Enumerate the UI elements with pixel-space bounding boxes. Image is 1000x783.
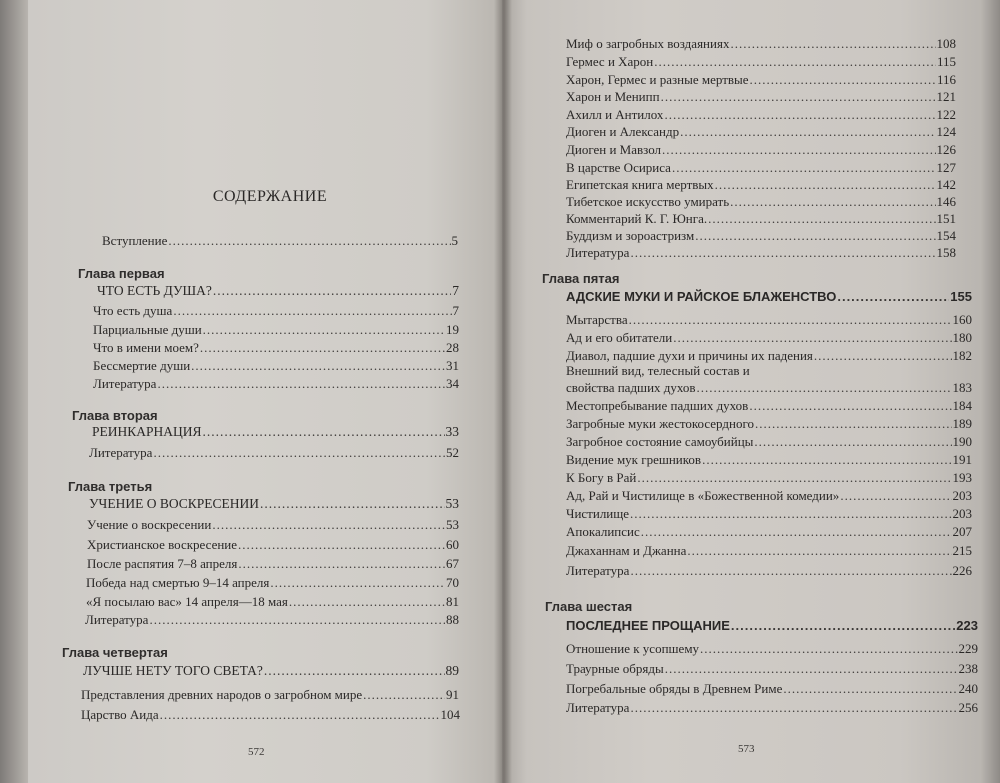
dot-leader [783,681,957,696]
toc-entry-page: 88 [446,612,459,627]
toc-entry-page: 60 [446,537,459,552]
toc-entry-page: 191 [952,452,972,467]
dot-leader [715,177,936,192]
toc-entry-text: Отношение к усопшему [566,641,700,656]
toc-entry-page: 122 [936,107,956,122]
page-number: 573 [738,743,755,755]
dot-leader [630,563,951,578]
toc-entry-page: 183 [952,380,972,395]
dot-leader [238,537,445,552]
dot-leader [203,424,445,439]
toc-entry-text: Ад, Рай и Чистилище в «Божественной комедии» [566,488,840,503]
dot-leader [173,303,451,318]
toc-entry [81,687,459,702]
toc-entry [566,228,956,243]
toc-entry [86,594,459,609]
toc-entry-text: Мытарства [566,312,628,327]
toc-entry-text: ЛУЧШЕ НЕТУ ТОГО СВЕТА? [83,663,263,678]
toc-entry-page: 193 [952,470,972,485]
toc-entry-page: 182 [952,348,972,363]
toc-entry [566,488,972,503]
dot-leader [654,54,936,69]
toc-entry [566,54,956,69]
toc-entry [93,322,459,337]
toc-entry-text: Парциальные души [93,322,202,337]
toc-entry-page: 203 [952,506,972,521]
dot-leader [168,233,450,248]
toc-entry [566,211,956,226]
toc-entry-text: Литература [89,445,153,460]
dot-leader [630,506,951,521]
toc-entry-page: 34 [446,376,459,391]
toc-entry-text: Чистилище [566,506,630,521]
toc-entry [566,348,972,363]
toc-entry-page: 240 [958,681,978,696]
toc-entry-page: 155 [950,289,972,304]
toc-entry [93,340,459,355]
toc-entry [93,303,459,318]
toc-entry-page: 184 [952,398,972,413]
toc-entry-text: Что есть душа [93,303,173,318]
toc-entry-text: ПОСЛЕДНЕЕ ПРОЩАНИЕ [566,618,730,633]
toc-entry-page: 7 [452,283,459,298]
toc-entry [87,537,459,552]
toc-entry [566,160,956,175]
chapter-main-entry [89,496,459,511]
toc-entry-page: 5 [451,233,458,248]
toc-entry-text: Видение мук грешников [566,452,702,467]
toc-entry-page: 127 [936,160,956,175]
toc-entry-page: 116 [936,72,956,87]
dot-leader [191,358,445,373]
dot-leader [708,211,935,226]
chapter-main-entry [83,663,459,678]
toc-entry-page: 226 [952,563,972,578]
toc-entry-text: Диоген и Мавзол [566,142,662,157]
toc-entry [93,358,459,373]
dot-leader [264,663,445,678]
toc-entry-text: Представления древних народов о загробном мире [81,687,363,702]
toc-entry-text: «Я посылаю вас» 14 апреля—18 мая [86,594,288,609]
dot-leader [672,160,936,175]
dot-leader [730,36,935,51]
dot-leader [731,618,955,633]
toc-entry-text: ЧТО ЕСТЬ ДУША? [97,283,212,298]
toc-entry [86,575,459,590]
toc-entry [566,700,978,715]
dot-leader [840,488,951,503]
toc-entry-text: Загробное состояние самоубийцы [566,434,754,449]
dot-leader [289,594,445,609]
toc-entry [566,524,972,539]
toc-entry-text: Христианское воскресение [87,537,238,552]
page-title: СОДЕРЖАНИЕ [212,188,328,205]
toc-entry-text: Гермес и Харон [566,54,654,69]
toc-entry [566,89,956,104]
toc-entry-text: Литература [566,245,630,260]
toc-entry-page: 7 [452,303,459,318]
toc-entry-text: Миф о загробных воздаяниях [566,36,730,51]
toc-entry-page: 158 [936,245,956,260]
toc-entry [566,124,956,139]
toc-entry-page: 108 [936,36,956,51]
dot-leader [238,556,445,571]
toc-entry-text: Литература [93,376,157,391]
toc-entry-text: Траурные обряды [566,661,664,676]
dot-leader [213,283,451,298]
toc-entry-page: 19 [446,322,459,337]
dot-leader [680,124,935,139]
chapter-main-entry [566,618,978,633]
toc-entry [81,707,460,722]
toc-entry-text: Диавол, падшие духи и причины их падения [566,348,813,363]
dot-leader [661,89,936,104]
dot-leader [363,687,445,702]
chapter-heading: Глава пятая [542,271,620,286]
toc-entry [85,612,459,627]
toc-entry-text: В царстве Осириса [566,160,671,175]
toc-entry [89,445,459,460]
toc-entry-text: Литература [566,700,630,715]
toc-entry [566,380,972,395]
toc-entry [566,641,978,656]
toc-entry-text: Бессмертие души [93,358,191,373]
toc-entry-page: 223 [956,618,978,633]
toc-entry-page: 53 [446,517,459,532]
toc-entry-page: 33 [445,424,459,439]
toc-entry-text: После распятия 7–8 апреля [87,556,238,571]
chapter-heading: Глава вторая [72,408,158,423]
toc-entry [87,556,459,571]
toc-entry-page: 126 [936,142,956,157]
chapter-main-entry [566,289,972,304]
toc-entry-text: Апокалипсис [566,524,640,539]
toc-entry-page: 146 [936,194,956,209]
toc-entry [566,452,972,467]
dot-leader [630,700,957,715]
toc-entry-page: 81 [446,594,459,609]
toc-entry [566,506,972,521]
toc-entry-text: Погребальные обряды в Древнем Риме [566,681,783,696]
toc-entry-page: 238 [958,661,978,676]
toc-entry-page: 207 [952,524,972,539]
toc-entry [566,661,978,676]
toc-entry-page: 104 [440,707,460,722]
dot-leader [665,661,958,676]
toc-entry-page: 124 [936,124,956,139]
toc-entry-text: УЧЕНИЕ О ВОСКРЕСЕНИИ [89,496,260,511]
dot-leader [697,380,952,395]
dot-leader [637,470,951,485]
page-edge-shadow [0,0,28,783]
dot-leader [662,142,935,157]
toc-entry-text: РЕИНКАРНАЦИЯ [92,424,202,439]
toc-entry [566,177,956,192]
toc-entry [566,36,956,51]
toc-entry [566,398,972,413]
toc-entry-text: Харон и Менипп [566,89,660,104]
toc-entry [87,517,459,532]
dot-leader [157,376,445,391]
dot-leader [814,348,952,363]
toc-entry-page: 154 [936,228,956,243]
dot-leader [641,524,952,539]
book-spine-gutter [494,0,512,783]
toc-entry [566,416,972,431]
chapter-main-entry [97,283,459,298]
toc-entry [566,543,972,558]
right-page [502,0,1000,783]
dot-leader [630,245,935,260]
chapter-heading: Глава шестая [545,599,633,614]
toc-entry-page: 203 [952,488,972,503]
dot-leader [695,228,935,243]
chapter-main-entry [92,424,459,439]
toc-entry-text: Тибетское искусство умирать [566,194,730,209]
dot-leader [750,72,936,87]
toc-entry-text: Ахилл и Антилох [566,107,664,122]
toc-entry-text: К Богу в Рай [566,470,637,485]
toc-entry [566,312,972,327]
toc-entry [566,245,956,260]
page-edge-shadow [980,0,1000,783]
toc-entry [566,330,972,345]
dot-leader [212,517,445,532]
toc-entry-page: 151 [936,211,956,226]
toc-entry-page: 229 [958,641,978,656]
dot-leader [153,445,445,460]
toc-entry-page: 91 [446,687,459,702]
toc-entry-page: 31 [446,358,459,373]
dot-leader [837,289,949,304]
toc-entry-text: Харон, Гермес и разные мертвые [566,72,749,87]
toc-entry-intro [102,233,458,248]
toc-entry-wrapped [566,363,866,378]
dot-leader [260,496,444,511]
dot-leader [687,543,951,558]
toc-entry [93,376,459,391]
toc-entry-page: 121 [936,89,956,104]
dot-leader [200,340,445,355]
toc-entry-text: свойства падших духов [566,380,696,395]
dot-leader [270,575,445,590]
chapter-heading: Глава первая [78,266,165,281]
dot-leader [673,330,951,345]
toc-entry [566,142,956,157]
toc-entry-text: Загробные муки жестокосердного [566,416,754,431]
toc-entry-text: Комментарий К. Г. Юнга. [566,211,708,226]
toc-entry-text: Буддизм и зороастризм [566,228,695,243]
page-number: 572 [248,746,265,758]
toc-entry-text: Ад и его обитатели [566,330,673,345]
toc-entry-page: 190 [952,434,972,449]
toc-entry-page: 53 [445,496,459,511]
toc-entry-page: 52 [446,445,459,460]
toc-entry [566,681,978,696]
toc-entry [566,72,956,87]
toc-entry-page: 67 [446,556,459,571]
toc-entry-text: Литература [85,612,149,627]
dot-leader [755,416,952,431]
toc-entry-text: Джаханнам и Джанна [566,543,687,558]
chapter-heading: Глава третья [68,479,153,494]
toc-entry-page: 115 [936,54,956,69]
toc-entry [566,434,972,449]
dot-leader [160,707,440,722]
toc-entry-text: Литература [566,563,630,578]
dot-leader [730,194,935,209]
toc-entry-page: 70 [446,575,459,590]
toc-entry-text: Внешний вид, телесный состав и [566,363,750,378]
toc-entry-text: АДСКИЕ МУКИ И РАЙСКОЕ БЛАЖЕНСТВО [566,289,837,304]
toc-entry [566,470,972,485]
toc-entry-text: Египетская книга мертвых [566,177,714,192]
chapter-heading: Глава четвертая [62,645,168,660]
dot-leader [629,312,952,327]
toc-entry-page: 160 [952,312,972,327]
toc-entry-page: 28 [446,340,459,355]
dot-leader [702,452,951,467]
toc-entry-text: Что в имени моем? [93,340,199,355]
dot-leader [754,434,951,449]
dot-leader [700,641,957,656]
toc-entry-page: 142 [936,177,956,192]
toc-entry-page: 189 [952,416,972,431]
toc-entry-text: Царство Аида [81,707,159,722]
dot-leader [149,612,445,627]
toc-entry-page: 180 [952,330,972,345]
toc-entry [566,563,972,578]
toc-entry-text: Победа над смертью 9–14 апреля [86,575,270,590]
toc-entry-text: Местопребывание падших духов [566,398,749,413]
toc-entry [566,194,956,209]
toc-entry-page: 256 [958,700,978,715]
toc-entry-text: Вступление [102,233,168,248]
toc-entry-text: Диоген и Александр [566,124,680,139]
toc-entry-page: 215 [952,543,972,558]
dot-leader [203,322,445,337]
toc-entry-text: Учение о воскресении [87,517,212,532]
dot-leader [749,398,951,413]
dot-leader [664,107,935,122]
toc-entry [566,107,956,122]
toc-entry-page: 89 [445,663,459,678]
